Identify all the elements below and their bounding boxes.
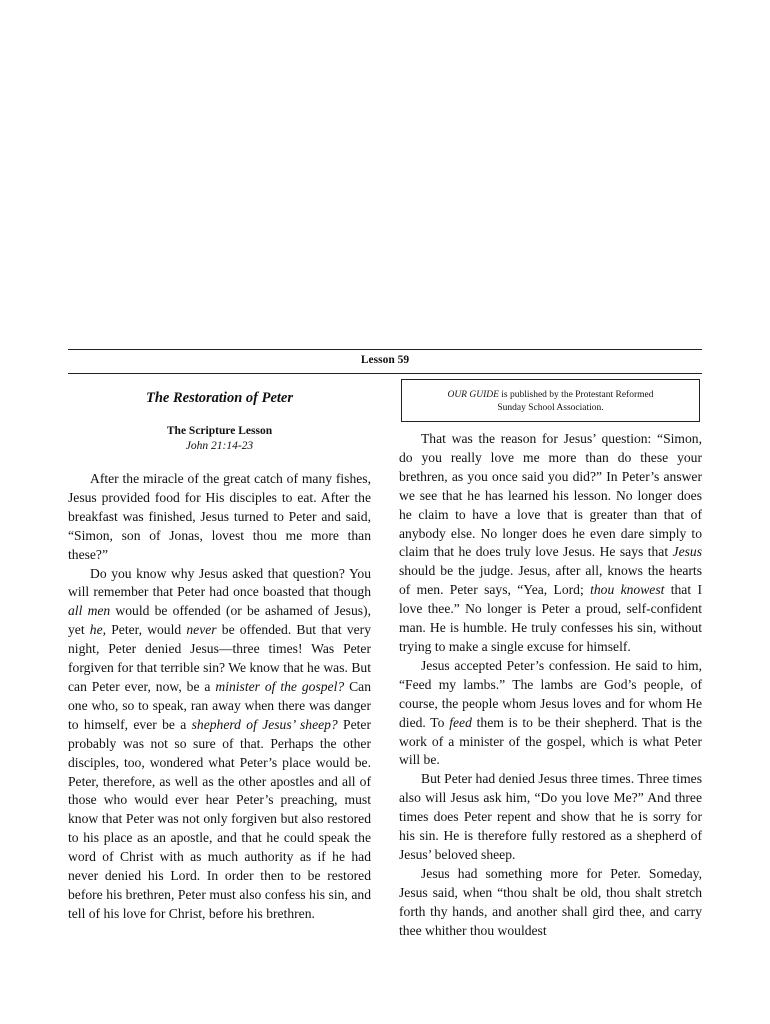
left-paragraph-1 [68,470,371,565]
right-p1-text-b: should be the judge. Jesus, after all, knows the hearts of men. Peter says, “Yea, Lord; [399,563,702,598]
right-paragraph-4 [399,865,702,941]
guide-notice-box [401,379,700,422]
right-paragraph-3 [399,770,702,865]
right-paragraph-2 [399,657,702,770]
scripture-heading: The Scripture Lesson [166,425,273,437]
scripture-reference: John 21:14-23 [185,440,254,452]
left-p2-emphasis-5: shepherd of Jesus’ sheep? [191,716,338,732]
left-column [68,470,371,924]
lesson-title: The Restoration of Peter [145,390,293,406]
left-p2-text-a: Do you know why Jesus asked that question? You will remember that Peter had once boasted that though [68,565,371,600]
left-p2-text-f: Peter probably was not so sure of that. Perhaps the other disciples, too, wondered what Peter’s place would be. Peter, therefore, as well as the other apostles and all of those who would ever hear Peter’s preaching, must know that Peter was not only forgiven but also restored to his place as an apostle, and that he could speak the word of Christ with as much authority as if he had never denied his Lord. In order then to be restored before his brethren, Peter must also confess his sin, and tell of his love for Christ, before his brethren. [68,716,371,921]
right-p2-text-a: Jesus accepted Peter’s confession. He said to him, “Feed my lambs.” The lambs are God’s people, of course, the people whom Jesus loves and for whom He died. To [399,657,702,730]
left-p2-text-b: would be offended (or be ashamed of Jesus), yet [68,603,371,638]
left-p2-emphasis-3: never [186,622,217,638]
left-p2-text-c: Peter, would [106,622,187,638]
left-p1-text: After the miracle of the great catch of many fishes, Jesus provided food for His disciples to eat. After the breakfast was finished, Jesus turned to Peter and said, “Simon, son of Jonas, lovest thou me more than these?” [68,471,371,562]
right-column [399,430,702,940]
header-rule-top [68,349,702,350]
right-p1-emphasis-1: Jesus [672,544,702,560]
right-p2-text-b: them is to be their shepherd. That is the work of a minister of the gospel, which is what Peter will be. [399,714,702,768]
right-p1-text-c: that I love thee.” No longer is Peter a proud, self-confident man. He is humble. He truly confesses his sin, without trying to make a single excuse for himself. [399,582,702,654]
lesson-label: Lesson 59 [360,354,410,366]
left-paragraph-2 [68,565,371,924]
guide-name: OUR GUIDE [447,390,499,400]
left-p2-emphasis-1: all men [68,603,111,619]
header-rule-bottom [68,373,702,374]
right-paragraph-1 [399,430,702,657]
left-p2-text-e: Can one who, so to speak, ran away when there was danger to himself, ever be a [68,678,371,732]
left-p2-emphasis-4: minister of the gospel? [215,678,345,694]
right-p2-emphasis-1: feed [449,714,472,730]
left-p2-emphasis-2: he, [89,622,107,638]
left-p2-text-d: be offended. But that very night, Peter denied Jesus—three times! Was Peter forgiven for that terrible sin? We know that he was. But can Peter ever, now, be a [68,622,371,694]
right-p1-text-a: That was the reason for Jesus’ question: “Simon, do you really love me more than do these your brethren, as you once said you did?” In Peter’s answer we see that he has learned his lesson. No longer does he claim to have a love that is greater than that of anybody else. No longer does he even dare simply to claim that he does truly love Jesus. He says that [399,431,702,560]
guide-text-1: is published by the Protestant Reformed [498,390,654,400]
right-p1-emphasis-2: thou knowest [590,582,665,598]
guide-text-2: Sunday School Association. [497,403,604,413]
right-p4-text: Jesus had something more for Peter. Someday, Jesus said, when “thou shalt be old, thou shalt stretch forth thy hands, and another shall gird thee, and carry thee whither thou wouldest [399,865,702,938]
right-p3-text: But Peter had denied Jesus three times. Three times also will Jesus ask him, “Do you love Me?” And three times does Peter repent and show that he is sorry for his sin. He is therefore fully restored as a shepherd of Jesus’ beloved sheep. [399,771,702,862]
